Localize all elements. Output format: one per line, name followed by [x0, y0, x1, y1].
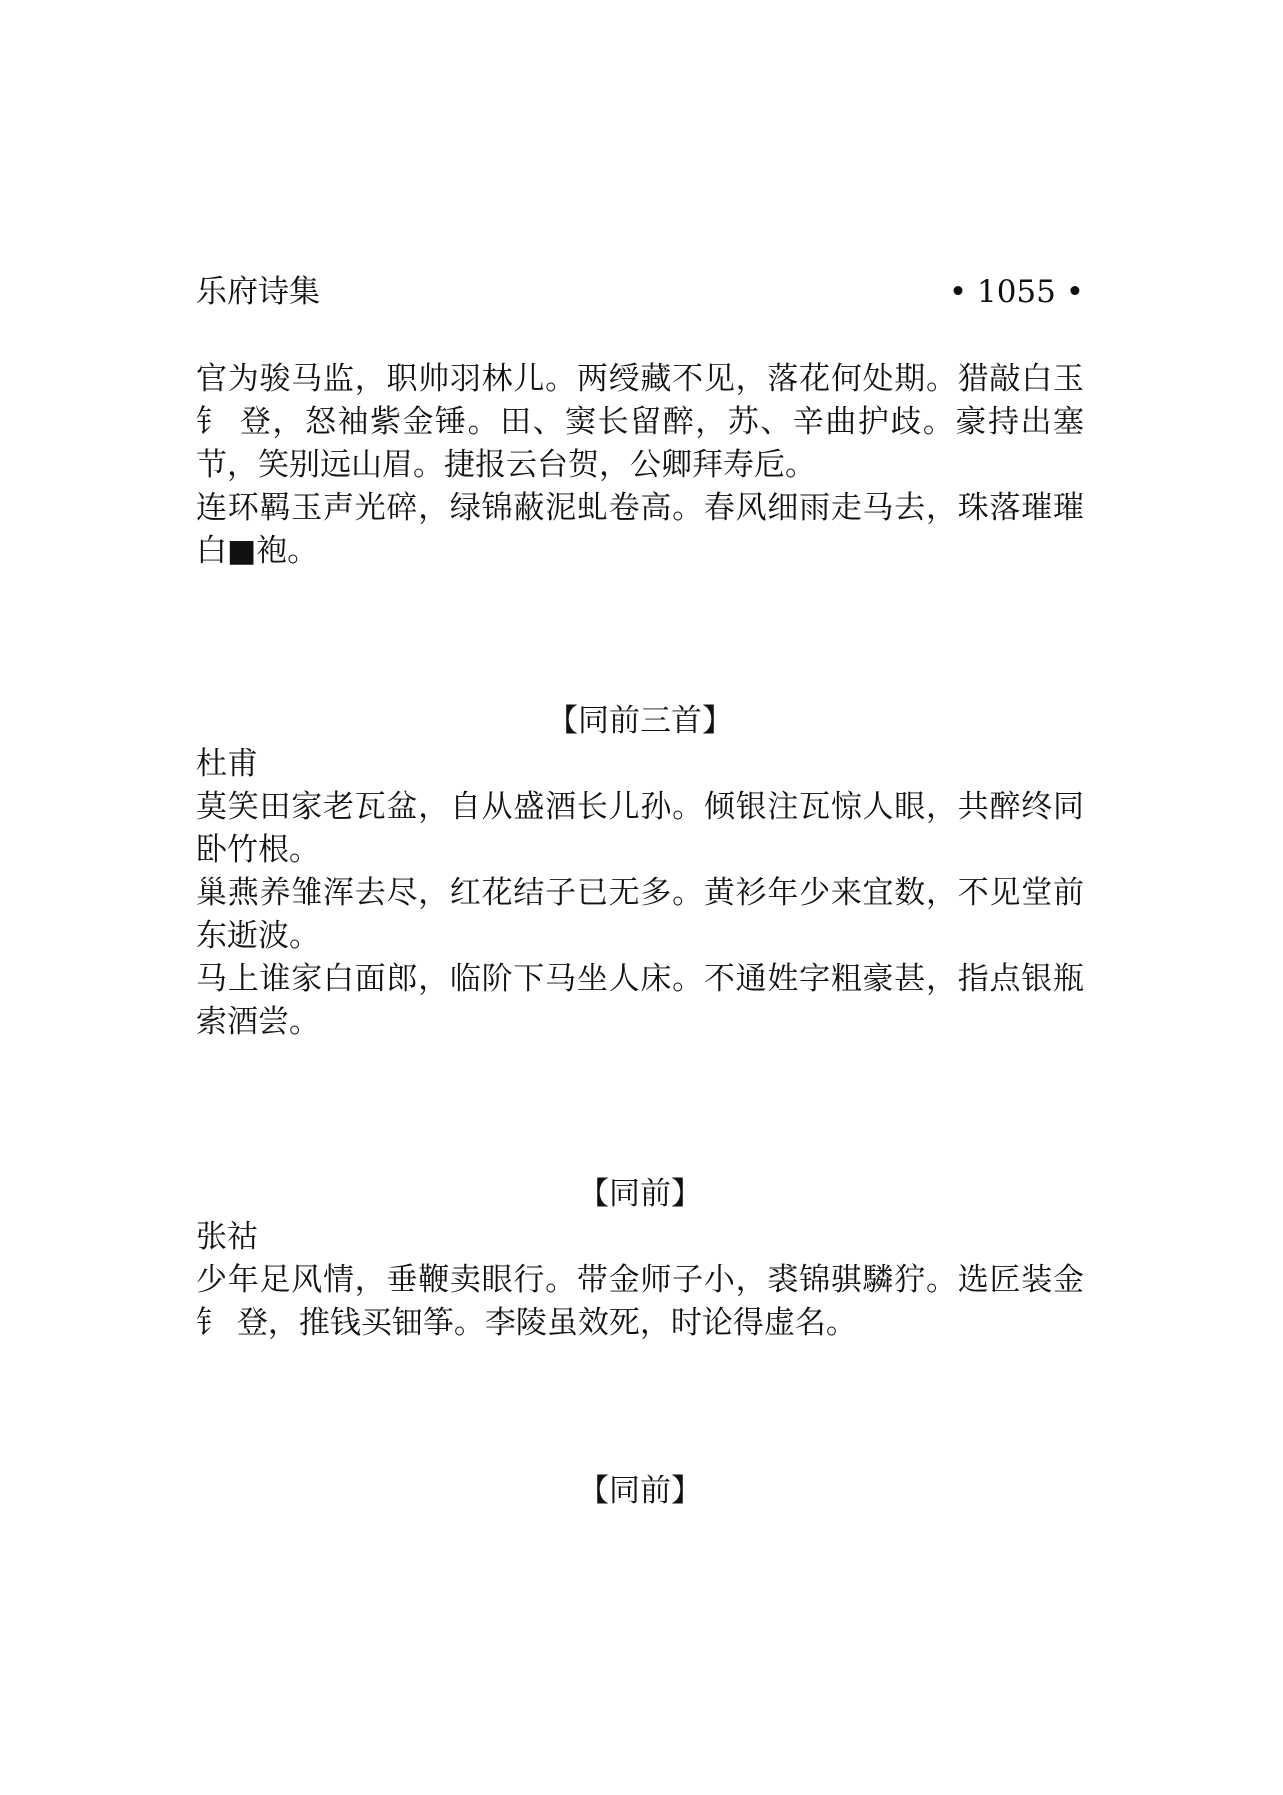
poem-section: [196, 1216, 1084, 1345]
page-number: • 1055 •: [948, 274, 1084, 310]
poem-author: 张祜: [196, 1219, 258, 1255]
poem-paragraph: 莫笑田家老瓦盆，自从盛酒长儿孙。倾银注瓦惊人眼，共醉终同卧竹根。: [196, 789, 1084, 868]
poem-paragraph: 马上谁家白面郎，临阶下马坐人床。不通姓字粗豪甚，指点银瓶索酒尝。: [196, 961, 1084, 1040]
poem-section: [196, 743, 1084, 1044]
poem-paragraph: 连环羁玉声光碎，绿锦蔽泥虬卷高。春风细雨走马去，珠落璀璀白■袍。: [196, 490, 1084, 569]
section-title: 【同前】: [578, 1176, 702, 1212]
book-title: 乐府诗集: [196, 274, 320, 310]
poem-paragraph: 少年足风情，垂鞭卖眼行。带金师子小，裘锦骐驎狞。选匠装金钅 登，推钱买钿筝。李陵虽效死，时论得虚名。: [196, 1262, 1084, 1341]
poem-paragraph: 巢燕养雏浑去尽，红花结子已无多。黄衫年少来宜数，不见堂前东逝波。: [196, 875, 1084, 954]
poem-paragraph: 官为骏马监，职帅羽林儿。两绶藏不见，落花何处期。猎敲白玉钅 登，怒袖紫金锤。田、窦长留醉，苏、辛曲护歧。豪持出塞节，笑别远山眉。捷报云台贺，公卿拜寿卮。: [196, 361, 1084, 483]
poem-continuation: [196, 358, 1084, 573]
poem-author: 杜甫: [196, 746, 258, 782]
section-title: 【同前】: [578, 1473, 702, 1509]
section-title: 【同前三首】: [547, 703, 733, 739]
page-header: [196, 270, 1084, 314]
